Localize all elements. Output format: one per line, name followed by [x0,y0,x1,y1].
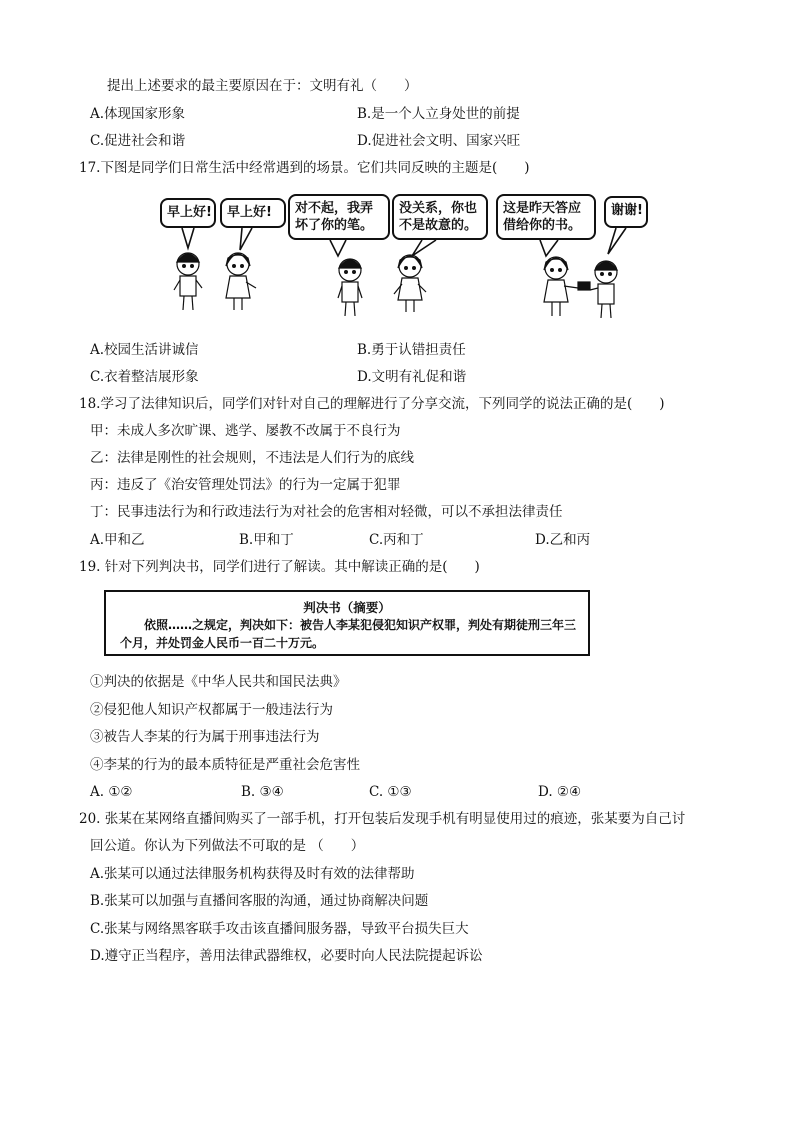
q18-statement-bing: 丙：违反了《治安管理处罚法》的行为一定属于犯罪 [90,477,401,493]
speech-bubble-4: 没关系，你也不是故意的。 [392,194,488,240]
q17-option-c: C.衣着整洁展形象 [90,369,199,385]
q18-option-d: D.乙和丙 [535,532,591,548]
q20-stem-line-2: 回公道。你认为下列做法不可取的是 （ ） [90,838,365,854]
q20-option-c: C.张某与网络黑客联手攻击该直播间服务器，导致平台损失巨大 [90,921,469,937]
q18-statement-ding: 丁：民事违法行为和行政违法行为对社会的危害相对轻微，可以不承担法律责任 [90,504,563,520]
speech-bubble-5: 这是昨天答应借给你的书。 [496,194,596,240]
cartoon-figures [160,192,640,334]
q18-statement-yi: 乙：法律是刚性的社会规则，不违法是人们行为的底线 [90,450,414,466]
q20-option-d: D.遵守正当程序，善用法律武器维权，必要时向人民法院提起诉讼 [90,948,483,964]
q16-stem: 提出上述要求的最主要原因在于：文明有礼（ ） [107,78,418,94]
q19-item-4: ④李某的行为的最本质特征是严重社会危害性 [90,757,360,773]
speech-bubble-2: 早上好! [220,198,286,228]
q17-comic [160,192,643,334]
q19-stem: 19. 针对下列判决书，同学们进行了解读。其中解读正确的是( ) [79,559,480,575]
q19-item-1: ①判决的依据是《中华人民共和国民法典》 [90,674,347,690]
q18-stem: 18.学习了法律知识后，同学们对针对自己的理解进行了分享交流，下列同学的说法正确的是( ) [79,396,665,412]
q16-option-d: D.促进社会文明、国家兴旺 [357,133,521,149]
judgment-excerpt-box [104,590,590,656]
q18-option-c: C.丙和丁 [369,532,424,548]
q20-stem-line-1: 20. 张某在某网络直播间购买了一部手机，打开包装后发现手机有明显使用过的痕迹，张某要为自己讨 [79,811,686,827]
q19-item-2: ②侵犯他人知识产权都属于一般违法行为 [90,702,333,718]
q17-option-b: B.勇于认错担责任 [357,342,466,358]
q17-option-a: A.校园生活讲诚信 [90,342,199,358]
q19-option-c: C. ①③ [369,784,412,800]
q16-option-a: A.体现国家形象 [90,106,186,122]
q18-statement-jia: 甲：未成人多次旷课、逃学、屡教不改属于不良行为 [90,423,401,439]
speech-bubble-1: 早上好! [160,198,216,228]
judgment-body: 依照……之规定，判决如下：被告人李某犯侵犯知识产权罪，判处有期徒刑三年三个月，并处罚金人民币一百二十万元。 [120,618,577,650]
q20-option-b: B.张某可以加强与直播间客服的沟通，通过协商解决问题 [90,893,429,909]
q20-option-a: A.张某可以通过法律服务机构获得及时有效的法律帮助 [90,866,415,882]
speech-bubble-6: 谢谢! [604,196,648,228]
q19-option-d: D. ②④ [538,784,582,800]
q18-option-b: B.甲和丁 [239,532,294,548]
q17-option-d: D.文明有礼促和谐 [357,369,467,385]
q19-option-b: B. ③④ [241,784,284,800]
q17-stem: 17.下图是同学们日常生活中经常遇到的场景。它们共同反映的主题是( ) [79,160,530,176]
q16-option-b: B.是一个人立身处世的前提 [357,106,520,122]
q16-option-c: C.促进社会和谐 [90,133,186,149]
q19-item-3: ③被告人李某的行为属于刑事违法行为 [90,729,320,745]
judgment-title: 判决书（摘要） [303,600,391,615]
q18-option-a: A.甲和乙 [90,532,145,548]
speech-bubble-3: 对不起，我弄坏了你的笔。 [288,194,390,240]
q19-option-a: A. ①② [90,784,133,800]
